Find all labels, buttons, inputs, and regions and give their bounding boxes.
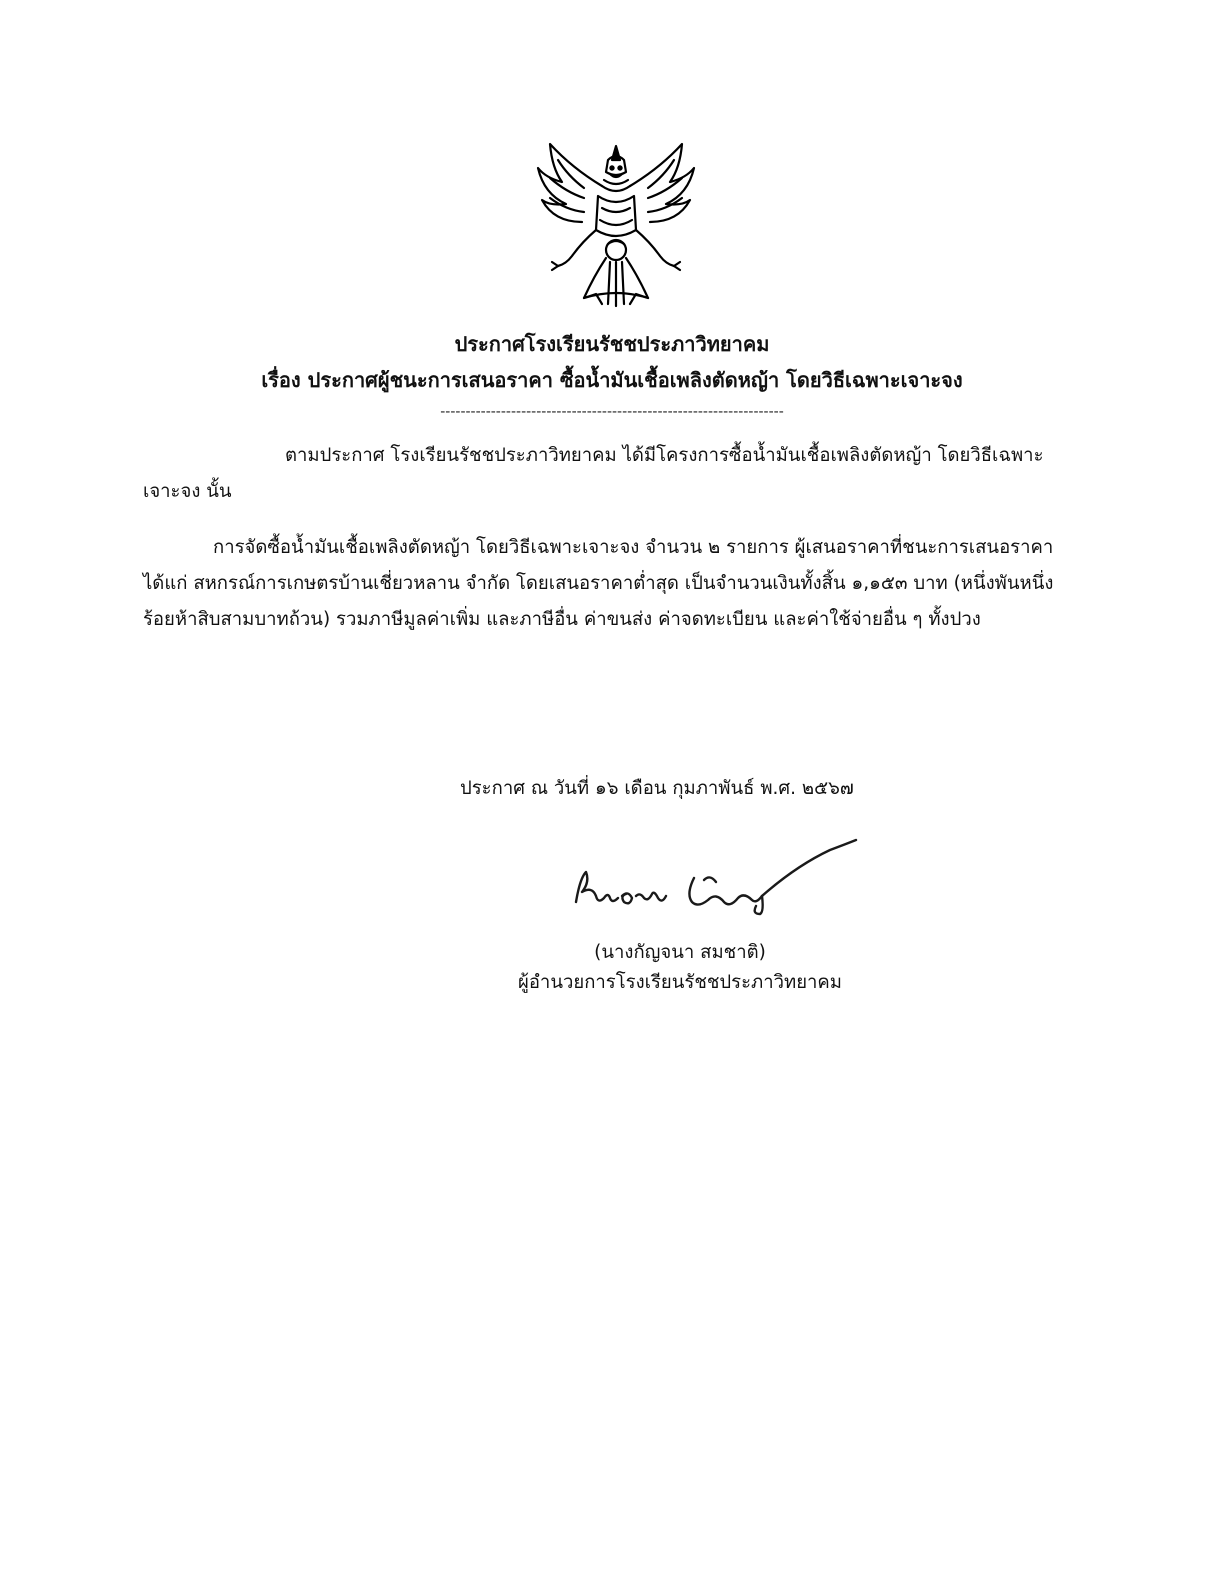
garuda-emblem-icon — [532, 138, 700, 310]
announcement-subject: เรื่อง ประกาศผู้ชนะการเสนอราคา ซื้อน้ำมันเชื้อเพลิงตัดหญ้า โดยวิธีเฉพาะเจาะจง — [261, 368, 963, 392]
signer-title: ผู้อำนวยการโรงเรียนรัชชประภาวิทยาคม — [517, 972, 843, 993]
paragraph-award: การจัดซื้อน้ำมันเชื้อเพลิงตัดหญ้า โดยวิธีเฉพาะเจาะจง จำนวน ๒ รายการ ผู้เสนอราคาที่ชนะการเสนอราคา ได้แก่ สหกรณ์การเกษตรบ้านเชี่ยวหลาน จำกัด โดยเสนอราคาต่ำสุด เป็นจำนวนเงินทั้งสิ้น ๑,๑๕๓ บาท (หนึ่งพันหนึ่งร้อยห้าสิบสามบาทถ้วน) รวมภาษีมูลค่าเพิ่ม และภาษีอื่น ค่าขนส่ง ค่าจดทะเบียน และค่าใช้จ่ายอื่น ๆ ทั้งปวง — [143, 537, 1054, 630]
paragraph-intro: ตามประกาศ โรงเรียนรัชชประภาวิทยาคม ได้มีโครงการซื้อน้ำมันเชื้อเพลิงตัดหญ้า โดยวิธีเฉพาะเจาะจง นั้น — [143, 445, 1044, 502]
announcement-heading: ประกาศโรงเรียนรัชชประภาวิทยาคม — [454, 332, 770, 356]
divider-line: -------------------------------------------------------------------- — [440, 404, 784, 420]
signer-name: (นางกัญจนา สมชาติ) — [594, 942, 766, 963]
announcement-date: ประกาศ ณ วันที่ ๑๖ เดือน กุมภาพันธ์ พ.ศ. ๒๕๖๗ — [460, 778, 854, 799]
handwritten-signature — [566, 822, 866, 932]
